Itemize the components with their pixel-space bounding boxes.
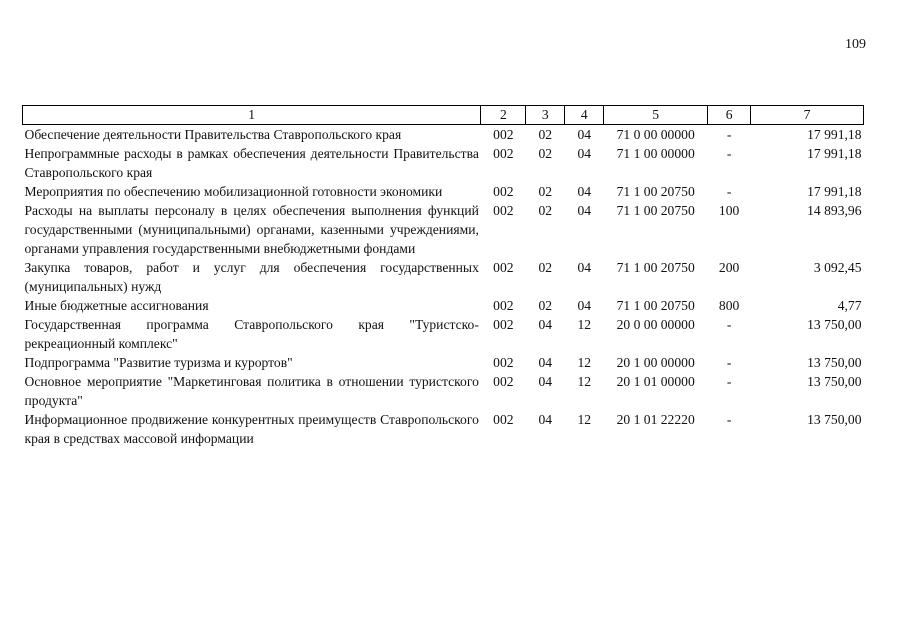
header-col-4: 4 bbox=[565, 106, 604, 125]
row-admin-code: 002 bbox=[493, 355, 514, 370]
row-section: 02 bbox=[538, 298, 553, 313]
row-subsection: 04 bbox=[577, 127, 592, 142]
row-section: 04 bbox=[538, 374, 553, 389]
row-section: 04 bbox=[538, 412, 553, 427]
row-target-article: 71 1 00 20750 bbox=[616, 298, 695, 313]
row-amount: 17 991,18 bbox=[807, 146, 862, 161]
row-subsection: 04 bbox=[577, 146, 592, 161]
row-target-article: 20 1 01 22220 bbox=[616, 412, 695, 427]
row-subsection: 12 bbox=[577, 317, 592, 332]
header-col-3: 3 bbox=[526, 106, 565, 125]
row-name: Иные бюджетные ассигнования bbox=[24, 298, 209, 313]
row-name: Основное мероприятие "Маркетинговая политика в отношении туристского продукта" bbox=[24, 374, 479, 408]
row-amount: 14 893,96 bbox=[807, 203, 862, 218]
row-subsection: 04 bbox=[577, 203, 592, 218]
row-subsection: 12 bbox=[577, 355, 592, 370]
row-target-article: 71 0 00 00000 bbox=[616, 127, 695, 142]
row-name: Подпрограмма "Развитие туризма и курортов" bbox=[24, 355, 293, 370]
row-section: 04 bbox=[538, 317, 553, 332]
row-expense-type: - bbox=[726, 355, 732, 370]
row-subsection: 04 bbox=[577, 298, 592, 313]
table-row bbox=[23, 258, 864, 296]
row-admin-code: 002 bbox=[493, 317, 514, 332]
row-target-article: 20 0 00 00000 bbox=[616, 317, 695, 332]
row-admin-code: 002 bbox=[493, 412, 514, 427]
row-target-article: 71 1 00 00000 bbox=[616, 146, 695, 161]
row-admin-code: 002 bbox=[493, 260, 514, 275]
row-subsection: 12 bbox=[577, 374, 592, 389]
row-name: Мероприятия по обеспечению мобилизационной готовности экономики bbox=[24, 184, 443, 199]
row-expense-type: 200 bbox=[718, 260, 740, 275]
row-amount: 13 750,00 bbox=[807, 317, 862, 332]
page-number: 109 bbox=[845, 37, 866, 52]
table-row bbox=[23, 144, 864, 182]
table-row bbox=[23, 125, 864, 145]
row-amount: 3 092,45 bbox=[813, 260, 862, 275]
row-subsection: 04 bbox=[577, 184, 592, 199]
row-expense-type: - bbox=[726, 184, 732, 199]
row-name: Обеспечение деятельности Правительства Ставропольского края bbox=[24, 127, 402, 142]
row-amount: 13 750,00 bbox=[807, 374, 862, 389]
header-col-5: 5 bbox=[604, 106, 708, 125]
row-target-article: 20 1 00 00000 bbox=[616, 355, 695, 370]
row-admin-code: 002 bbox=[493, 184, 514, 199]
row-admin-code: 002 bbox=[493, 374, 514, 389]
row-name: Государственная программа Ставропольского края "Туристско-рекреационный комплекс" bbox=[24, 317, 479, 351]
header-col-2: 2 bbox=[481, 106, 526, 125]
row-target-article: 71 1 00 20750 bbox=[616, 260, 695, 275]
row-section: 02 bbox=[538, 146, 553, 161]
row-section: 02 bbox=[538, 127, 553, 142]
table-row bbox=[23, 182, 864, 201]
row-expense-type: 100 bbox=[718, 203, 740, 218]
row-expense-type: - bbox=[726, 127, 732, 142]
row-amount: 13 750,00 bbox=[807, 355, 862, 370]
header-col-6: 6 bbox=[708, 106, 751, 125]
row-amount: 17 991,18 bbox=[807, 184, 862, 199]
row-section: 02 bbox=[538, 203, 553, 218]
row-amount: 4,77 bbox=[837, 298, 862, 313]
row-amount: 17 991,18 bbox=[807, 127, 862, 142]
row-subsection: 04 bbox=[577, 260, 592, 275]
row-expense-type: - bbox=[726, 374, 732, 389]
row-expense-type: - bbox=[726, 317, 732, 332]
table-header-row bbox=[23, 106, 864, 125]
row-section: 02 bbox=[538, 260, 553, 275]
budget-table bbox=[22, 105, 864, 448]
row-admin-code: 002 bbox=[493, 203, 514, 218]
row-section: 04 bbox=[538, 355, 553, 370]
row-name: Закупка товаров, работ и услуг для обеспечения государственных (муниципальных) нужд bbox=[24, 260, 479, 294]
row-target-article: 71 1 00 20750 bbox=[616, 184, 695, 199]
row-expense-type: - bbox=[726, 146, 732, 161]
table-row bbox=[23, 315, 864, 353]
row-admin-code: 002 bbox=[493, 298, 514, 313]
table-row bbox=[23, 296, 864, 315]
table-row bbox=[23, 353, 864, 372]
table-row bbox=[23, 372, 864, 410]
row-expense-type: 800 bbox=[718, 298, 740, 313]
row-section: 02 bbox=[538, 184, 553, 199]
table-row bbox=[23, 410, 864, 448]
header-col-7: 7 bbox=[751, 106, 864, 125]
row-name: Расходы на выплаты персоналу в целях обеспечения выполнения функций государственными (муниципальными) органами, казенными учреждениями, органами управления государственными внебюджетными фондами bbox=[24, 203, 479, 256]
row-amount: 13 750,00 bbox=[807, 412, 862, 427]
row-target-article: 20 1 01 00000 bbox=[616, 374, 695, 389]
row-target-article: 71 1 00 20750 bbox=[616, 203, 695, 218]
table-row bbox=[23, 201, 864, 258]
header-col-1: 1 bbox=[23, 106, 481, 125]
row-expense-type: - bbox=[726, 412, 732, 427]
row-admin-code: 002 bbox=[493, 127, 514, 142]
row-subsection: 12 bbox=[577, 412, 592, 427]
row-admin-code: 002 bbox=[493, 146, 514, 161]
row-name: Непрограммные расходы в рамках обеспечения деятельности Правительства Ставропольского края bbox=[24, 146, 479, 180]
row-name: Информационное продвижение конкурентных преимуществ Ставропольского края в средствах массовой информации bbox=[24, 412, 479, 446]
